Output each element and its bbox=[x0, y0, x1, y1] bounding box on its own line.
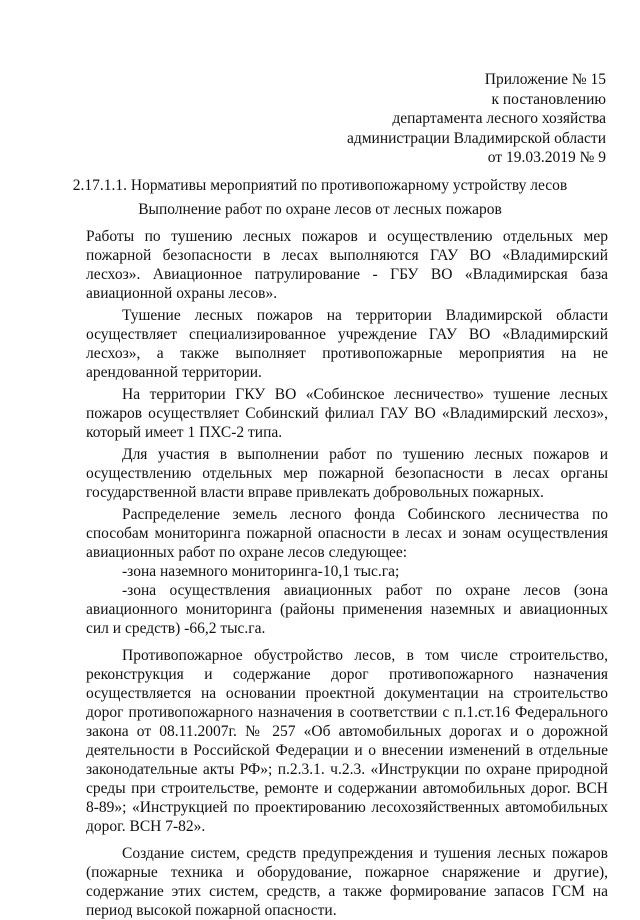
section-title: 2.17.1.1. Нормативы мероприятий по противопожарному устройству лесов bbox=[72, 177, 568, 194]
subsection-title: Выполнение работ по охране лесов от лесных пожаров bbox=[138, 201, 502, 218]
paragraph: Противопожарное обустройство лесов, в том числе строительство, реконструкция и содержание дорог противопожарного назначения осуществляется на основании проектной документации на строительство дорог противопожарного назначения в соответствии с п.1.ст.16 Федерального закона от 08.11.2007г. № 257 «Об автомобильных дорогах и о дорожной деятельности в Российской Федерации и о внесении изменений в отдельные законодательные акты РФ»; п.2.3.1. ч.2.3. «Инструкции по охране природной среды при строительстве, ремонте и содержании автомобильных дорог. ВСН 8-89»; «Инструкцией по проектированию лесохозяйственных автомобильных дорог. ВСН 7-82». bbox=[86, 647, 608, 835]
appendix-line-2: к постановлению bbox=[491, 90, 606, 108]
paragraph: Для участия в выполнении работ по тушению лесных пожаров и осуществлению отдельных мер пожарной безопасности в лесах органы государственной власти вправе привлекать добровольных пожарных. bbox=[86, 446, 608, 501]
list-item: -зона наземного мониторинга-10,1 тыс.га; bbox=[122, 563, 400, 580]
paragraph: На территории ГКУ ВО «Собинское лесничество» тушение лесных пожаров осуществляет Собинский филиал ГАУ ВО «Владимирский лесхоз», который имеет 1 ПХС-2 типа. bbox=[86, 386, 608, 441]
paragraph: Распределение земель лесного фонда Собинского лесничества по способам мониторинга пожарной опасности в лесах и зонам осуществления авиационных работ по охране лесов следующее: bbox=[86, 506, 608, 561]
appendix-date: от 19.03.2019 № 9 bbox=[487, 149, 606, 166]
paragraph: Тушение лесных пожаров на территории Владимирской области осуществляет специализированное учреждение ГАУ ВО «Владимирский лесхоз», а также выполняет противопожарные мероприятия на не арендованной территории. bbox=[86, 307, 608, 381]
appendix-number: Приложение № 15 bbox=[484, 71, 606, 88]
appendix-line-4: администрации Владимирской области bbox=[346, 129, 606, 147]
list-item: -зона осуществления авиационных работ по охране лесов (зона авиационного мониторинга (районы применения наземных и авиационных сил и средств) -66,2 тыс.га. bbox=[86, 582, 608, 637]
paragraph: Работы по тушению лесных пожаров и осуществлению отдельных мер пожарной безопасности в лесах выполняются ГАУ ВО «Владимирский лесхоз». Авиационное патрулирование - ГБУ ВО «Владимирская база авиационной охраны лесов». bbox=[86, 228, 608, 302]
paragraph: Создание систем, средств предупреждения и тушения лесных пожаров (пожарные техника и оборудование, пожарное снаряжение и другие), содержание этих систем, средств, а также формирование запасов ГСМ на период высокой пожарной опасности. bbox=[86, 845, 608, 919]
appendix-header bbox=[347, 70, 606, 168]
appendix-line-3: департамента лесного хозяйства bbox=[392, 110, 606, 127]
document-body bbox=[86, 227, 608, 920]
